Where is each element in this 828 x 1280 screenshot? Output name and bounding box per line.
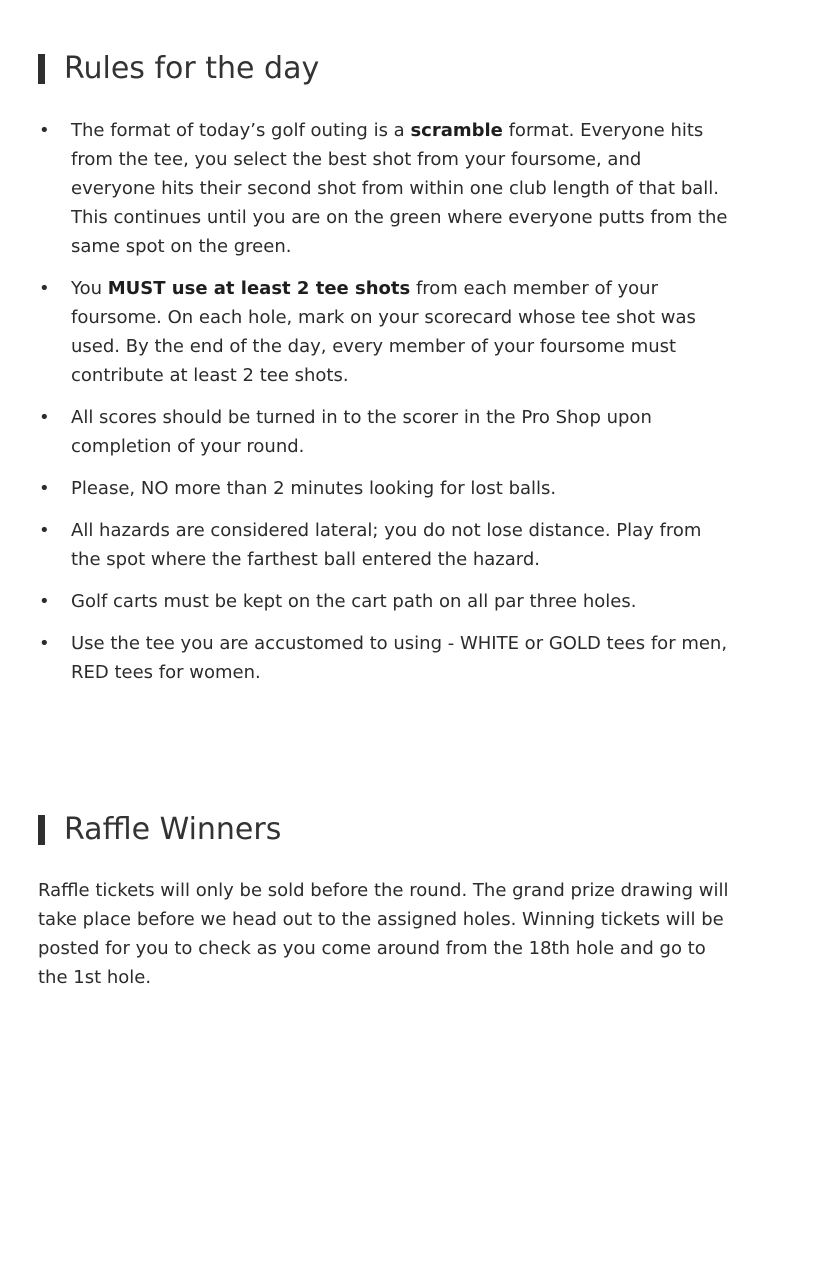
rules-heading-text: Rules for the day <box>64 51 320 86</box>
rule-text-continued: from each member of your foursome. On each hole, mark on your scorecard whose tee shot was used. By the end of the day, every member of your foursome must contribute at least 2 tee shots. <box>71 278 696 386</box>
rule-text: Golf carts must be kept on the cart path on all par three holes. <box>71 591 637 612</box>
rules-list <box>38 116 728 700</box>
bullet-icon: • <box>39 591 50 612</box>
rule-text: The format of today’s golf outing is a <box>71 120 411 141</box>
rule-text: All scores should be turned in to the scorer in the Pro Shop upon completion of your round. <box>71 407 652 457</box>
bullet-icon: • <box>39 278 50 299</box>
rule-item <box>38 116 728 261</box>
bullet-icon: • <box>39 478 50 499</box>
rule-text: You <box>71 278 108 299</box>
heading-accent-bar <box>38 815 45 845</box>
raffle-heading <box>38 810 281 850</box>
raffle-paragraph: Raffle tickets will only be sold before the round. The grand prize drawing will take place before we head out to the assigned holes. Winning tickets will be posted for you to check as you come around from the 18th hole and go to the 1st hole. <box>38 880 729 988</box>
bullet-icon: • <box>39 407 50 428</box>
bullet-icon: • <box>39 520 50 541</box>
rule-item <box>38 274 728 390</box>
rule-emphasis: MUST use at least 2 tee shots <box>107 278 411 299</box>
rule-text: Use the tee you are accustomed to using - WHITE or GOLD tees for men, RED tees for women. <box>71 633 728 683</box>
rule-text: All hazards are considered lateral; you do not lose distance. Play from the spot where the farthest ball entered the hazard. <box>71 520 702 570</box>
rule-item <box>38 629 728 687</box>
rule-emphasis: scramble <box>410 120 503 141</box>
rule-item <box>38 403 728 461</box>
rules-heading <box>38 49 319 89</box>
rule-text-continued: format. Everyone hits from the tee, you select the best shot from your foursome, and everyone hits their second shot from within one club length of that ball. This continues until you are on the green where everyone putts from the same spot on the green. <box>71 120 728 257</box>
raffle-heading-text: Raffle Winners <box>64 812 282 847</box>
bullet-icon: • <box>39 120 50 141</box>
rule-item <box>38 474 728 503</box>
bullet-icon: • <box>39 633 50 654</box>
heading-accent-bar <box>38 54 45 84</box>
rule-item <box>38 516 728 574</box>
rule-item <box>38 587 728 616</box>
rule-text: Please, NO more than 2 minutes looking for lost balls. <box>71 478 557 499</box>
